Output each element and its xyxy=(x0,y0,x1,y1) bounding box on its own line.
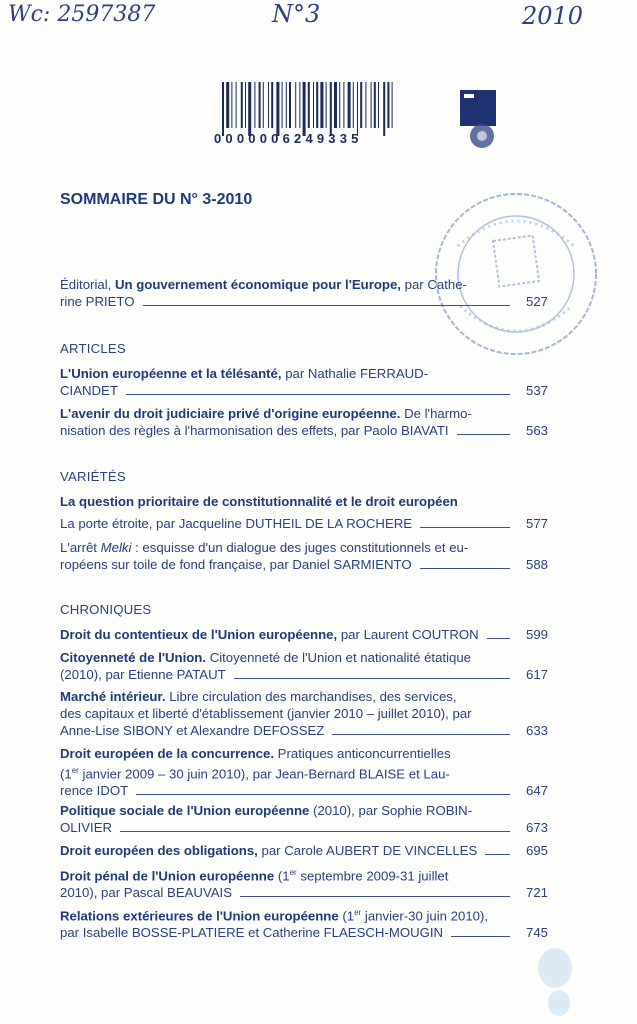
page-number: 563 xyxy=(525,423,548,438)
barcode-bar xyxy=(303,82,306,136)
barcode-bar xyxy=(282,82,283,128)
handwritten-year: 2010 xyxy=(522,2,584,30)
barcode-bar xyxy=(387,82,389,128)
barcode-bar xyxy=(222,82,224,136)
barcode-bar xyxy=(276,82,279,136)
toc-entry: L'avenir du droit judiciaire privé d'origine européenne. De l'harmo- nisation des règles à l'harmonisation des effets, par Paolo BIAVATI 563 xyxy=(60,406,548,438)
page-number: 537 xyxy=(525,383,548,398)
toc-heading: La question prioritaire de constitutionnalité et le droit européen xyxy=(60,494,458,509)
library-stamp-icon xyxy=(428,186,604,362)
barcode-bar xyxy=(236,82,237,128)
handwritten-issue-number: N°3 xyxy=(272,0,321,28)
barcode-bar xyxy=(326,82,327,128)
section-articles: ARTICLES xyxy=(60,341,126,356)
barcode-bar xyxy=(371,82,372,128)
page-number: 588 xyxy=(525,557,548,572)
barcode-bar xyxy=(316,82,318,128)
barcode-bar xyxy=(254,82,255,128)
barcode-bar xyxy=(320,82,323,128)
toc-entry: Droit pénal de l'Union européenne (1er septembre 2009-31 juillet 2010), par Pascal BEAUVAIS 721 xyxy=(60,868,548,901)
page-title: SOMMAIRE DU N° 3-2010 xyxy=(60,191,253,208)
barcode-bar xyxy=(392,82,393,128)
section-varietes: VARIÉTÉS xyxy=(60,469,126,484)
toc-entry: Droit européen des obligations, par Carole AUBERT DE VINCELLES 695 xyxy=(60,843,548,858)
page-number: 673 xyxy=(525,820,548,835)
barcode-bar xyxy=(226,82,229,128)
barcode-bar xyxy=(248,82,251,136)
barcode-bar xyxy=(360,82,362,128)
page-number: 745 xyxy=(525,925,548,941)
barcode-digits: 0000006249335 xyxy=(214,131,363,146)
toc-entry: Droit européen de la concurrence. Pratiques anticoncurrentielles (1er janvier 2009 – 30 juin 2010), par Jean-Bernard BLAISE et Lau- rence IDOT 647 xyxy=(60,746,548,799)
barcode-bar xyxy=(231,82,232,128)
barcode-bar xyxy=(299,82,300,128)
page-number: 721 xyxy=(525,885,548,901)
barcode-bar xyxy=(330,82,332,136)
toc-entry: Relations extérieures de l'Union européenne (1er janvier-30 juin 2010), par Isabelle BOSSE-PLATIERE et Catherine FLAESCH-MOUGIN 745 xyxy=(60,908,548,941)
page-number: 577 xyxy=(525,516,548,531)
page-number: 633 xyxy=(525,723,548,738)
toc-entry: L'arrêt Melki : esquisse d'un dialogue des juges constitutionnels et eu- ropéens sur toile de fond française, par Daniel SARMIENTO 588 xyxy=(60,540,548,572)
barcode-bar xyxy=(286,82,287,128)
barcode-bar xyxy=(348,82,351,128)
ink-smudge xyxy=(548,990,570,1016)
barcode-bar xyxy=(383,82,385,136)
ink-smudge xyxy=(538,948,572,988)
handwritten-reference: Wc: 2597387 xyxy=(8,2,156,27)
barcode-bar xyxy=(289,82,291,128)
page-number: 647 xyxy=(525,783,548,799)
toc-entry: La porte étroite, par Jacqueline DUTHEIL DE LA ROCHERE 577 xyxy=(60,516,548,531)
page-number: 695 xyxy=(525,843,548,858)
barcode-bar xyxy=(353,82,354,128)
barcode-bar xyxy=(241,82,243,128)
barcode-bar xyxy=(339,82,340,128)
toc-entry: Marché intérieur. Libre circulation des marchandises, des services, des capitaux et liberté d'établissement (janvier 2010 – juillet 2010), par Anne-Lise SIBONY et Alexandre DEFOSSEZ 633 xyxy=(60,689,548,738)
barcode-bar xyxy=(308,82,310,128)
barcode-bar xyxy=(378,82,379,128)
barcode-bar xyxy=(343,82,344,128)
barcode-bar xyxy=(245,82,246,128)
barcode-bar xyxy=(334,82,337,128)
barcode-bar xyxy=(357,82,358,136)
toc-entry: Droit du contentieux de l'Union européenne, par Laurent COUTRON 599 xyxy=(60,627,548,642)
toc-entry: Politique sociale de l'Union européenne (2010), par Sophie ROBIN- OLIVIER 673 xyxy=(60,803,548,835)
section-chroniques: CHRONIQUES xyxy=(60,602,152,617)
page-number: 599 xyxy=(525,627,548,642)
barcode-bar xyxy=(374,82,376,128)
barcode-bar xyxy=(271,82,273,128)
toc-entry: L'Union européenne et la télésanté, par Nathalie FERRAUD- CIANDET 537 xyxy=(60,366,548,398)
barcode-bar xyxy=(365,82,366,128)
editorial-entry: Éditorial, Un gouvernement économique pour l'Europe, par Cathe- rine PRIETO 527 xyxy=(60,277,548,309)
barcode-bar xyxy=(259,82,261,128)
barcode-bar xyxy=(313,82,314,128)
page-number: 617 xyxy=(525,667,548,682)
page-number: 527 xyxy=(525,294,548,309)
barcode-bar xyxy=(295,82,296,128)
toc-entry: Citoyenneté de l'Union. Citoyenneté de l'Union et nationalité étatique (2010), par Etienne PATAUT 617 xyxy=(60,650,548,682)
barcode-bar xyxy=(268,82,269,128)
barcode-bar xyxy=(263,82,264,128)
